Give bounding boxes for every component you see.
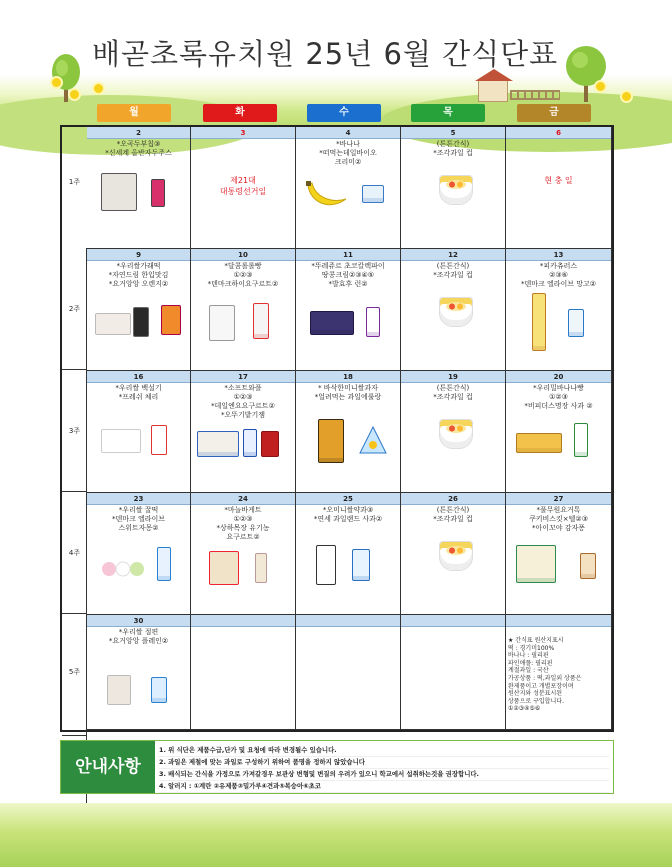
date-label (296, 615, 400, 627)
snack-package-image (209, 305, 235, 341)
menu-cell (401, 615, 506, 730)
week-label: 1주 (68, 178, 81, 186)
date-label: 4 (296, 127, 400, 139)
date-label: 18 (296, 371, 400, 383)
day-badge-wed: 수 (307, 104, 381, 122)
flower-icon (622, 92, 631, 101)
fruit-cup-image (439, 297, 473, 327)
flower-icon (70, 90, 79, 99)
snack-package-image (568, 309, 584, 337)
notice-box (60, 740, 614, 794)
banana-image (304, 177, 348, 211)
date-label: 19 (401, 371, 505, 383)
date-label: 17 (191, 371, 295, 383)
menu-cell (191, 127, 296, 249)
date-label: 12 (401, 249, 505, 261)
menu-cell (506, 615, 612, 730)
menu-text: *소프트와플 ①②③ *데일엔요요구르트② *오뚜기밭기잼 (211, 384, 275, 419)
day-badge-fri: 금 (517, 104, 591, 122)
date-label: 6 (506, 127, 611, 139)
menu-text: (튼튼간식) *조각과일 컵 (433, 384, 473, 401)
notice-line: 1. 위 식단은 제품수급,단가 및 요청에 따라 변경될수 있습니다. (159, 745, 609, 757)
rice-cake-image (101, 557, 147, 581)
menu-cell (296, 493, 401, 615)
snack-package-image (107, 675, 131, 705)
snack-package-image (151, 425, 167, 455)
snack-package-image (352, 549, 370, 581)
notice-lines (159, 745, 609, 793)
fruit-cup-image (439, 419, 473, 449)
menu-text: (튼튼간식) *조각과일 컵 (433, 262, 473, 279)
date-label: 10 (191, 249, 295, 261)
snack-package-image (243, 429, 257, 457)
menu-cell (191, 249, 296, 371)
date-label (191, 615, 295, 627)
week-label-column (62, 127, 87, 730)
menu-text: *마늘바게트 ①②③ *상하목장 유기농 요구르트② (216, 506, 270, 541)
menu-text: * 바삭한미니쌀과자 *얼려먹는 과일에룰랑 (314, 384, 382, 401)
menu-cell (296, 127, 401, 249)
notice-tag: 안내사항 (61, 741, 155, 793)
menu-text: *달콤롤롤빵 ①②③ *덴마크하이요구르트② (207, 262, 279, 288)
fruit-cup-image (439, 175, 473, 205)
snack-package-image (197, 431, 239, 457)
menu-text: *우리쌀가래떡 *자연드림 한입맛김 *요거앙앙 오렌지② (108, 262, 169, 288)
week-label: 3주 (68, 427, 81, 435)
menu-cell (87, 249, 191, 371)
notice-line: 4. 알러지 : ①계란 ②유제품③밀가루④견과⑤복숭아⑥초코 (159, 781, 609, 793)
menu-cell (401, 127, 506, 249)
snack-package-image (261, 431, 279, 457)
menu-cell (296, 371, 401, 493)
date-label: 24 (191, 493, 295, 505)
tree-icon (556, 42, 616, 102)
snack-package-image (574, 423, 588, 457)
day-badge-tue: 화 (203, 104, 277, 122)
fruit-cup-image (439, 541, 473, 571)
snack-package-image (209, 551, 239, 585)
snack-package-image (95, 313, 131, 335)
notice-line: 3. 배식되는 간식을 가정으로 가져갈경우 보관상 변형및 변질의 우려가 있으니 학교에서 섭취하는것을 권장합니다. (159, 769, 609, 781)
menu-text: *바나나 *떠먹는데일바이오 크리미② (319, 140, 377, 166)
menu-cell (506, 371, 612, 493)
week-label: 2주 (68, 305, 81, 313)
date-label (506, 615, 611, 627)
menu-cell (296, 249, 401, 371)
menu-cell (191, 493, 296, 615)
date-label: 20 (506, 371, 611, 383)
menu-cell (87, 371, 191, 493)
snack-menu-table (60, 125, 614, 732)
menu-cell (401, 493, 506, 615)
menu-text: *우리쌀 절편 *요거앙앙 플레인② (108, 628, 169, 645)
ice-pop-image (358, 425, 388, 455)
menu-cell (506, 249, 612, 371)
snack-package-image (253, 303, 269, 339)
menu-text: *뚜레쥬르 초코칼렉파이 땅콩크림②③④⑤ *발효후 런② (311, 262, 385, 288)
date-label: 25 (296, 493, 400, 505)
menu-cell (506, 493, 612, 615)
snack-package-image (157, 547, 171, 581)
menu-text: *우리밀바나나빵 ①②③ *비피더스명장 사과 ② (524, 384, 593, 410)
date-label: 9 (87, 249, 190, 261)
menu-cell (191, 371, 296, 493)
menu-cell (506, 127, 612, 249)
snack-package-image (362, 185, 384, 203)
snack-package-image (255, 553, 267, 583)
snack-package-image (151, 677, 167, 703)
notice-line: 2. 과일은 제철에 맞는 과일로 구성하기 위하여 품명을 정하지 않았습니다 (159, 757, 609, 769)
holiday-label: 제21대 대통령선거일 (219, 176, 267, 196)
snack-package-image (532, 293, 546, 351)
flower-icon (52, 78, 61, 87)
house-icon (478, 80, 508, 102)
date-label: 27 (506, 493, 611, 505)
snack-package-image (316, 545, 336, 585)
menu-text: *피카츄러스 ②③⑥ *덴마크 엘라이브 망고② (520, 262, 597, 288)
date-label: 3 (191, 127, 295, 139)
menu-text: *풀무원요거톡 쿠키비스킷×텔②③ *아이꼬야 감자퐁 (529, 506, 588, 532)
tree-icon (44, 50, 88, 102)
date-label: 16 (87, 371, 190, 383)
fence-decoration (510, 90, 560, 100)
origin-note: ★ 간식표 원산지표시 떡 : 경기미100% 바나나 : 필리핀 파인애플: 필리핀 계절과일 : 국산 가공상품 : 떡,과일외 상품은 완제품이고 개별포장이며 원산지와 성분표시된 상품으로 구입합니다. ①②③④⑤⑥ (508, 637, 582, 713)
menu-cell (401, 371, 506, 493)
snack-package-image (580, 553, 596, 579)
day-badge-thu: 목 (411, 104, 485, 122)
menu-cell (401, 249, 506, 371)
menu-cell (87, 493, 191, 615)
date-label: 13 (506, 249, 611, 261)
menu-cell (87, 127, 191, 249)
holiday-label: 현 충 일 (544, 176, 573, 185)
snack-package-image (151, 179, 165, 207)
menu-cell (296, 615, 401, 730)
menu-text: (튼튼간식) *조각과일 컵 (433, 140, 473, 157)
snack-package-image (101, 173, 137, 211)
snack-package-image (310, 311, 354, 335)
date-label (401, 615, 505, 627)
snack-package-image (516, 433, 562, 453)
date-label: 11 (296, 249, 400, 261)
snack-package-image (161, 305, 181, 335)
footer-background (0, 803, 672, 867)
menu-cell (87, 615, 191, 730)
menu-text: *오미니쌀약과③ *연세 과일랜드 사과② (313, 506, 383, 523)
snack-package-image (366, 307, 380, 337)
menu-text: (튼튼간식) *조각과일 컵 (433, 506, 473, 523)
snack-package-image (516, 545, 556, 583)
week-label: 4주 (68, 549, 81, 557)
menu-cell (191, 615, 296, 730)
date-label: 23 (87, 493, 190, 505)
menu-text: *우리쌀 백설기 *프레쉬 체리 (115, 384, 162, 401)
snack-package-image (318, 419, 344, 463)
flower-icon (596, 82, 605, 91)
week-label: 5주 (68, 668, 81, 676)
menu-text: *오곡두부칩③ *신세계 올반자두주스 (105, 140, 172, 157)
date-label: 30 (87, 615, 190, 627)
day-badge-mon: 월 (97, 104, 171, 122)
date-label: 5 (401, 127, 505, 139)
menu-text: *우리쌀 꿀떡 *덴마크 엘라이브 스위트자몽② (111, 506, 166, 532)
snack-package-image (133, 307, 149, 337)
date-label: 2 (87, 127, 190, 139)
snack-package-image (101, 429, 141, 453)
date-label: 26 (401, 493, 505, 505)
page-title: 배곧초록유치원 25년 6월 간식단표 (92, 37, 559, 71)
flower-icon (94, 84, 103, 93)
